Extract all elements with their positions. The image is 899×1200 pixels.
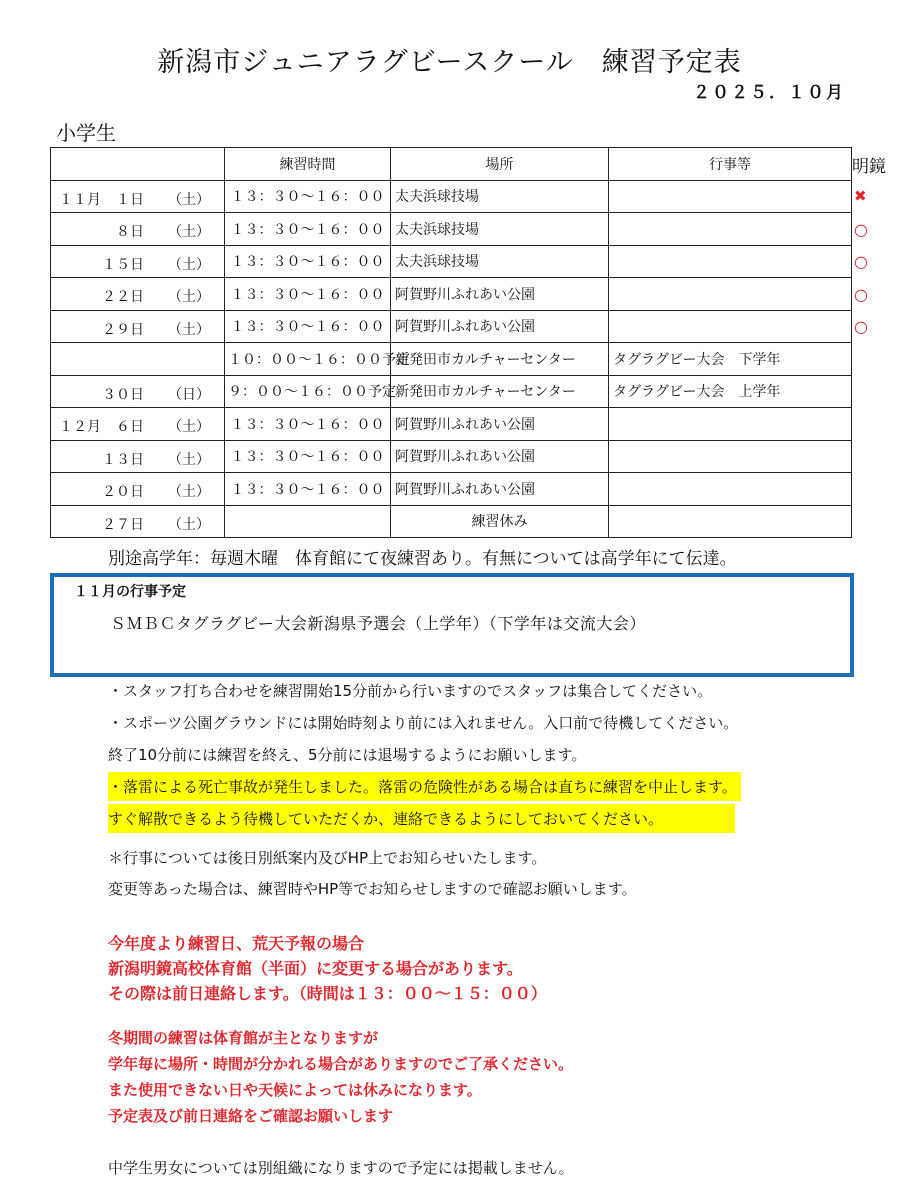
time-cell: １３：３０〜１６：００ [225, 310, 391, 343]
date-cell [51, 278, 225, 311]
day: ８日 [116, 224, 144, 240]
day: １５日 [102, 256, 144, 273]
event-cell [609, 440, 852, 473]
table-row [51, 440, 852, 473]
table-row [51, 180, 852, 213]
event-cell [609, 408, 852, 441]
date-cell [51, 505, 225, 538]
weather-notice-line2: 新潟明鏡高校体育館（半面）に変更する場合があります。 [108, 959, 523, 978]
meikyo-cross-icon: ✖ [854, 187, 867, 205]
day: １３日 [102, 451, 144, 468]
event-cell [609, 505, 852, 538]
meikyo-header: 明鏡 [852, 157, 886, 177]
header-time: 練習時間 [225, 148, 391, 181]
date-cell [51, 343, 225, 376]
lightning-warning: ・落雷による死亡事故が発生しました。落雷の危険性がある場合は直ちに練習を中止します。 [108, 772, 741, 801]
day: １日 [116, 191, 144, 208]
time-cell: ９：００〜１６：００予定 [225, 375, 391, 408]
table-row [51, 213, 852, 246]
page-title: 新潟市ジュニアラグビースクール 練習予定表 [157, 47, 742, 78]
table-row [51, 343, 852, 376]
winter-notice-line4: 予定表及び前日連絡をご確認お願いします [108, 1107, 394, 1125]
table-row [51, 375, 852, 408]
day: ３０日 [102, 386, 144, 403]
date-cell [51, 375, 225, 408]
weekday: （日） [168, 386, 210, 403]
time-cell: １３：３０〜１６：００ [225, 440, 391, 473]
footer-note: 中学生男女については別組織になりますので予定には掲載しません。 [108, 1159, 574, 1177]
weekday: （土） [168, 451, 210, 468]
event-cell [609, 180, 852, 213]
day: ２０日 [102, 484, 144, 500]
event-box-title: １１月の行事予定 [74, 584, 186, 600]
event-cell [609, 245, 852, 278]
winter-notice-line2: 学年毎に場所・時間が分かれる場合がありますのでご了承ください。 [108, 1055, 574, 1073]
time-cell: １３：３０〜１６：００ [225, 278, 391, 311]
event-cell [609, 213, 852, 246]
date-cell [51, 473, 225, 506]
event-cell [609, 473, 852, 506]
notice-finish: 終了10分前には練習を終え、5分前には退場するようにお願いします。 [108, 746, 587, 764]
event-cell [609, 278, 852, 311]
table-row [51, 505, 852, 538]
weekday: （土） [168, 516, 210, 533]
weather-notice-line3: その際は前日連絡します。（時間は１３：００〜１５：００） [108, 984, 547, 1003]
place-cell: 太夫浜球技場 [391, 213, 609, 246]
meikyo-mark: ○ [854, 219, 868, 239]
notice-staff: ・スタッフ打ち合わせを練習開始15分前から行いますのでスタッフは集合してください。 [108, 682, 713, 700]
day: ２２日 [102, 289, 144, 305]
place-cell: 新発田市カルチャーセンター [391, 343, 609, 376]
time-cell: １３：３０〜１６：００ [225, 473, 391, 506]
event-cell [609, 310, 852, 343]
place-cell: 阿賀野川ふれあい公園 [391, 440, 609, 473]
notice-ground: ・スポーツ公園グラウンドには開始時刻より前には入れません。入口前で待機してください。 [108, 714, 739, 732]
weekday: （土） [168, 419, 210, 435]
day: ２９日 [102, 321, 144, 338]
lightning-instruction: すぐ解散できるよう待機していただくか、連絡できるようにしておいてください。 [108, 804, 735, 833]
weekday: （土） [168, 321, 210, 338]
upper-grade-note: 別途高学年：毎週木曜 体育館にて夜練習あり。有無については高学年にて伝達。 [108, 549, 737, 569]
header-event: 行事等 [609, 148, 852, 181]
place-cell: 阿賀野川ふれあい公園 [391, 408, 609, 441]
table-row [51, 408, 852, 441]
month: １２月 [59, 419, 101, 435]
place-cell: 阿賀野川ふれあい公園 [391, 473, 609, 506]
info-changes: 変更等あった場合は、練習時やHP等でお知らせしますので確認お願いします。 [108, 880, 637, 898]
rest-cell: 練習休み [391, 505, 609, 538]
winter-notice-line3: また使用できない日や天候によっては休みになります。 [108, 1081, 482, 1099]
weather-notice-line1: 今年度より練習日、荒天予報の場合 [108, 934, 365, 953]
table-row [51, 245, 852, 278]
info-events: ＊行事については後日別紙案内及びHP上でお知らせいたします。 [108, 849, 547, 867]
time-cell: １０：００〜１６：００予定 [225, 343, 391, 376]
place-cell: 太夫浜球技場 [391, 180, 609, 213]
table-header-row [51, 148, 852, 181]
place-cell: 阿賀野川ふれあい公園 [391, 310, 609, 343]
time-cell [225, 505, 391, 538]
date-cell [51, 408, 225, 441]
schedule-table [50, 147, 852, 538]
date-cell [51, 440, 225, 473]
month: １１月 [59, 191, 101, 208]
table-row [51, 473, 852, 506]
place-cell: 新発田市カルチャーセンター [391, 375, 609, 408]
place-cell: 阿賀野川ふれあい公園 [391, 278, 609, 311]
meikyo-mark: ○ [854, 317, 868, 337]
meikyo-mark: ○ [854, 284, 868, 304]
time-cell: １３：３０〜１６：００ [225, 180, 391, 213]
weekday: （土） [168, 484, 210, 500]
meikyo-mark: ○ [854, 252, 868, 272]
header-date [51, 148, 225, 181]
place-cell: 太夫浜球技場 [391, 245, 609, 278]
header-place: 場所 [391, 148, 609, 181]
time-cell: １３：３０〜１６：００ [225, 408, 391, 441]
date-cell [51, 245, 225, 278]
event-box-description: ＳＭＢＣタグラグビー大会新潟県予選会（上学年）（下学年は交流大会） [110, 614, 646, 633]
section-label: 小学生 [56, 121, 116, 145]
weekday: （土） [168, 224, 210, 240]
schedule-body [51, 180, 852, 538]
day: ６日 [116, 419, 144, 435]
date-cell [51, 180, 225, 213]
time-cell: １３：３０〜１６：００ [225, 245, 391, 278]
time-cell: １３：３０〜１６：００ [225, 213, 391, 246]
schedule-month: ２０２５．１０月 [693, 83, 845, 103]
date-cell [51, 213, 225, 246]
table-row [51, 310, 852, 343]
weekday: （土） [168, 191, 210, 208]
table-row [51, 278, 852, 311]
event-cell: タグラグビー大会 上学年 [609, 375, 852, 408]
winter-notice-line1: 冬期間の練習は体育館が主となりますが [108, 1029, 379, 1047]
event-cell: タグラグビー大会 下学年 [609, 343, 852, 376]
day: ２７日 [102, 516, 144, 533]
weekday: （土） [168, 256, 210, 273]
weekday: （土） [168, 289, 210, 305]
date-cell [51, 310, 225, 343]
